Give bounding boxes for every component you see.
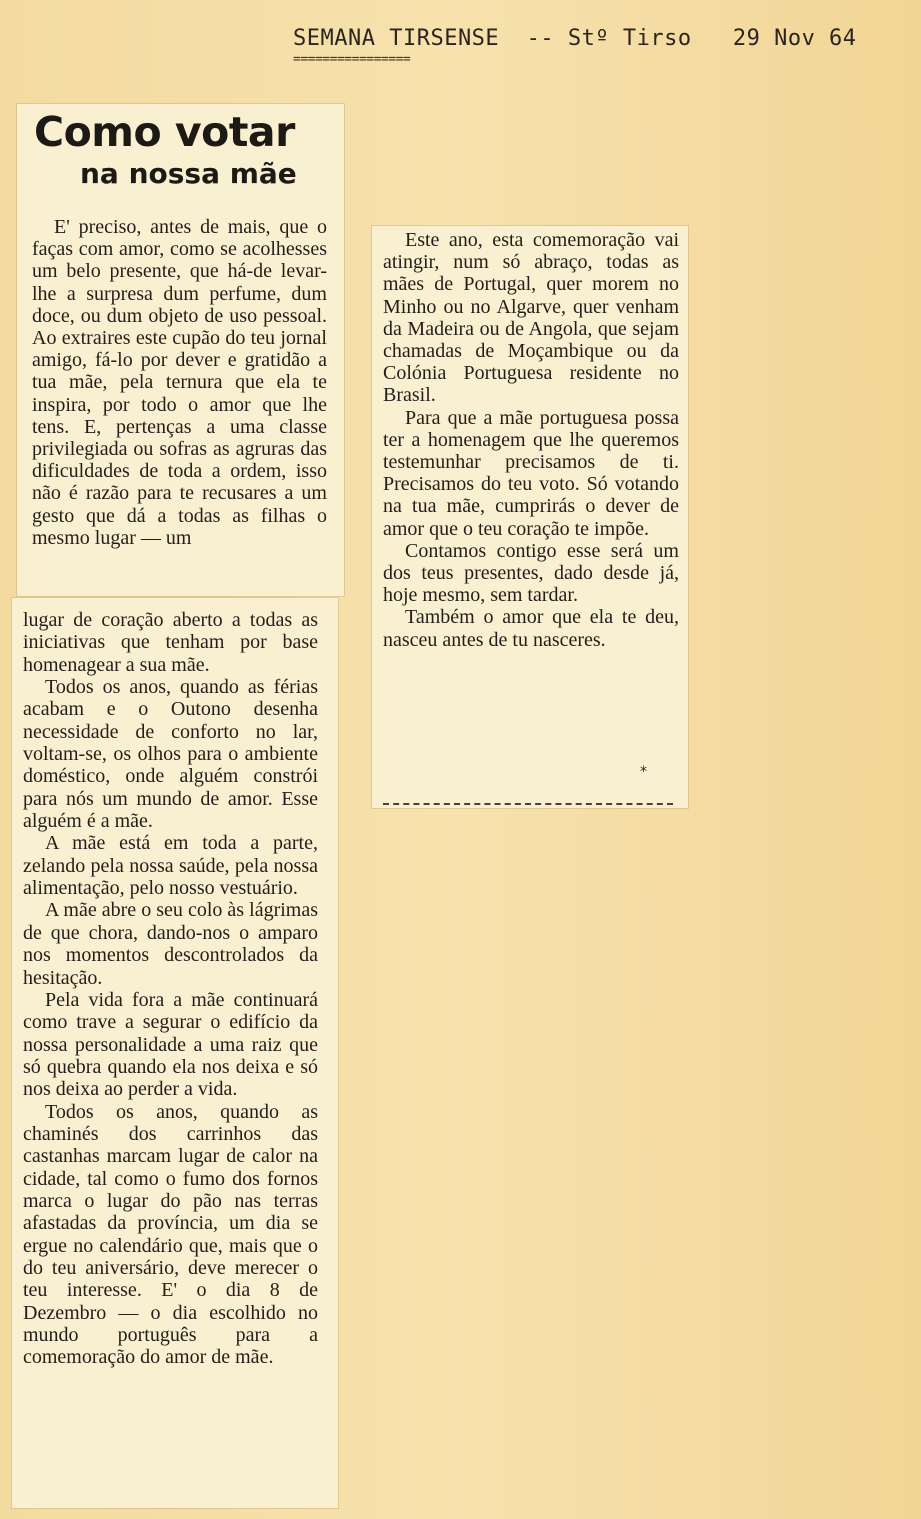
paragraph: Contamos contigo esse será um dos teus presentes, dado desde já, hoje mesmo, sem tardar.	[383, 539, 679, 607]
paragraph: Pela vida fora a mãe continuará como trave a segurar o edifício da nossa personalidade a uma raiz que só quebra quando ela nos deixa e só nos deixa ao perder a vida.	[23, 988, 318, 1101]
article-column-2	[23, 609, 318, 1369]
paragraph: E' preciso, antes de mais, que o faças com amor, como se acolhesses um belo presente, que há-de levar-lhe a surpresa dum perfume, dum doce, ou dum objeto de uso pessoal. Ao extraires este cupão do teu jornal amigo, fá-lo por dever e gratidão a tua mãe, pela ternura que ela te inspira, por todo o amor que lhe tens. E, pertenças a uma classe privilegiada ou sofras as agruras das dificuldades de toda a ordem, isso não é razão para te recusares a um gesto que dá a todas as filhas o mesmo lugar — um	[32, 216, 327, 549]
paragraph: Este ano, esta comemoração vai atingir, num só abraço, todas as mães de Portugal, quer morem no Minho ou no Algarve, quer venham da Madeira ou de Angola, que sejam chamadas de Moçambique ou da Colónia Portuguesa residente no Brasil.	[383, 229, 679, 407]
typed-underline: ================	[293, 52, 411, 67]
dashed-divider	[383, 803, 673, 805]
paragraph: Também o amor que ela te deu, nasceu antes de tu nasceres.	[383, 606, 679, 651]
paragraph: lugar de coração aberto a todas as iniciativas que tenham por base homenagear a sua mãe.	[23, 609, 318, 676]
paragraph: Para que a mãe portuguesa possa ter a homenagem que lhe queremos testemunhar precisamos de ti. Precisamos do teu voto. Só votando na tua mãe, cumprirás o dever de amor que o teu coração te impõe.	[383, 406, 679, 540]
paragraph: A mãe abre o seu colo às lágrimas de que chora, dando-nos o amparo nos momentos descontrolados da hesitação.	[23, 899, 318, 989]
article-column-3	[383, 229, 679, 651]
end-mark: *	[640, 764, 647, 780]
paragraph: Todos os anos, quando as chaminés dos carrinhos das castanhas marcam lugar de calor na cidade, tal como o fumo dos fornos marca o lugar do pão nas terras afastadas da província, um dia se ergue no calendário que, mais que o do teu aniversário, deve merecer o teu interesse. E' o dia 8 de Dezembro — o dia escolhido no mundo português para a comemoração do amor de mãe.	[23, 1100, 318, 1369]
typed-source-line: SEMANA TIRSENSE -- Stº Tirso 29 Nov 64	[293, 26, 857, 51]
headline-sub: na nossa mãe	[80, 157, 297, 190]
paragraph: A mãe está em toda a parte, zelando pela nossa saúde, pela nossa alimentação, pelo nosso vestuário.	[23, 832, 318, 900]
headline-main: Como votar	[34, 108, 295, 156]
article-column-1	[32, 216, 327, 549]
paragraph: Todos os anos, quando as férias acabam e o Outono desenha necessidade de conforto no lar, voltam-se, os olhos para o ambiente doméstico, onde alguém constrói para nós um mundo de amor. Esse alguém é a mãe.	[23, 676, 318, 833]
